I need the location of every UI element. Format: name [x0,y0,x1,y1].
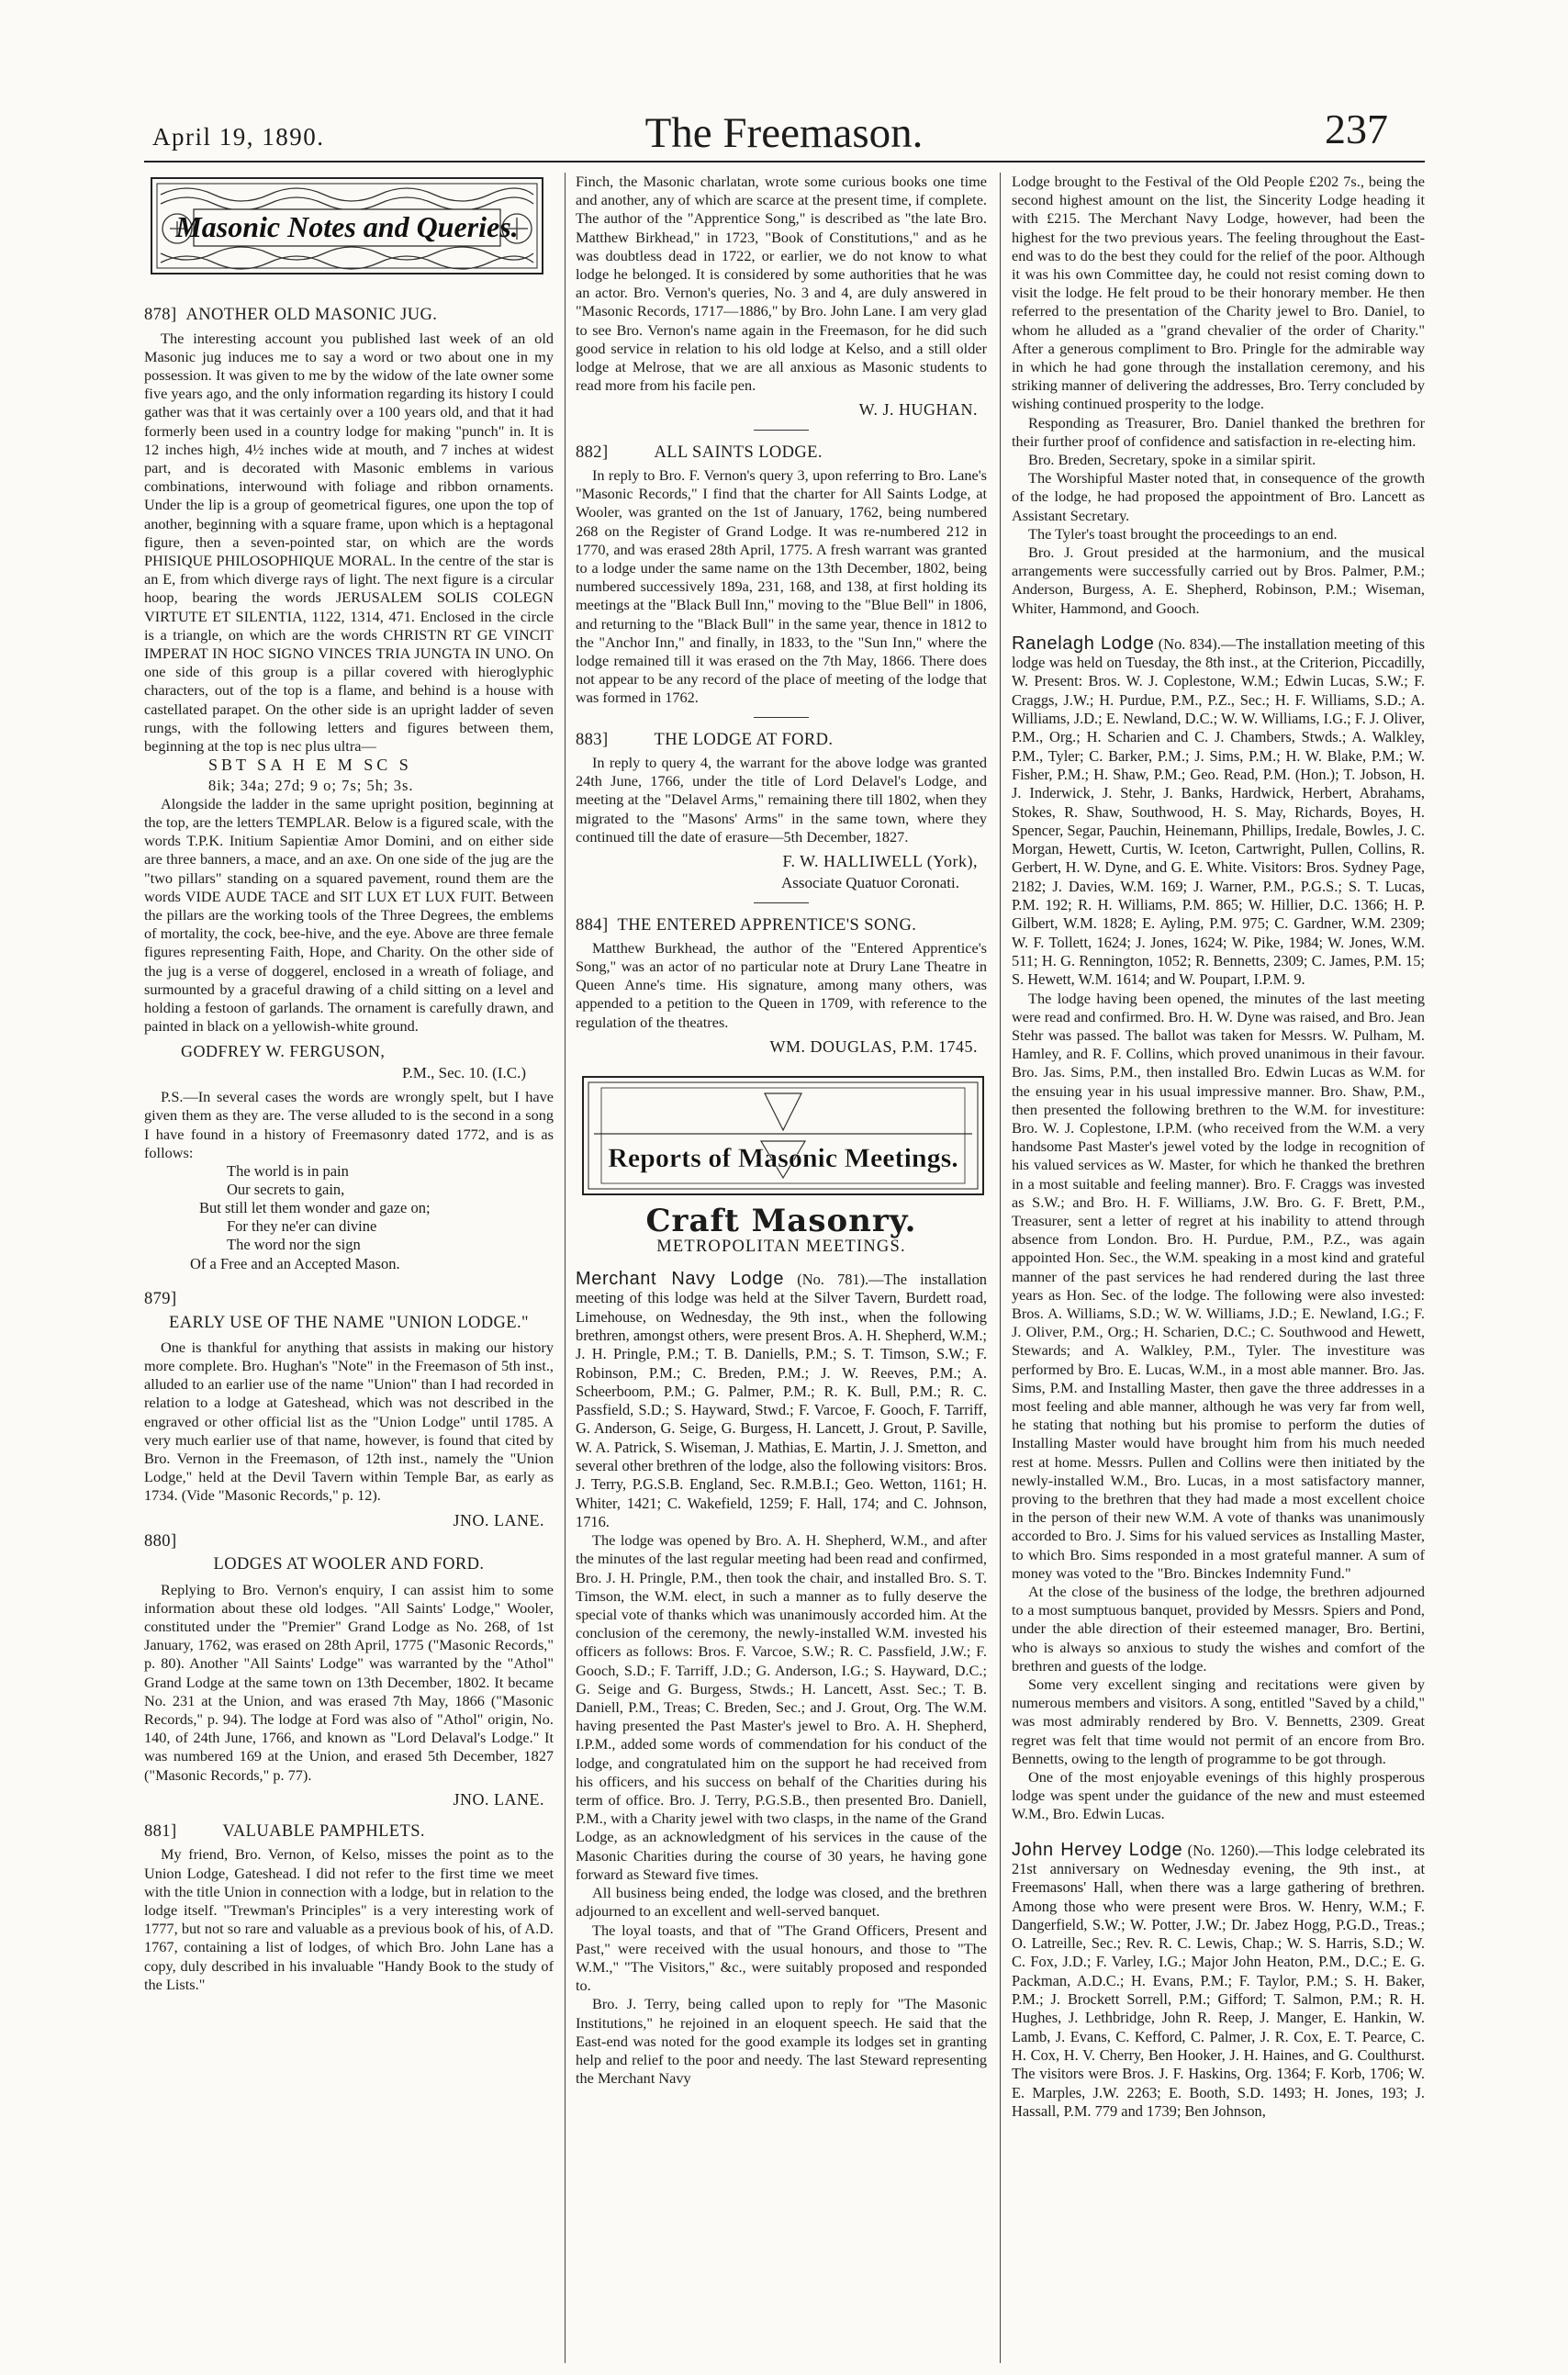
signature: W. J. HUGHAN. [858,400,978,420]
signature: JNO. LANE. [453,1510,544,1529]
lodge-name: Merchant Navy Lodge [576,1269,785,1290]
column-1 [144,173,554,1994]
article-paragraph: The interesting account you published last week of an old Masonic jug induces me to say a word or two about one in my possession. It was given to me by the widow of the late owner some five years ago, and the only information regarding its history I could gather was that it was certainly over a 100 years old, and that it had formerly been used in a country lodge for making "punch" in. It is 12 inches high, 4½ inches wide at mouth, and 7 inches at widest part, and is decorated with Masonic emblems in various combinations, interwound with foliage and ribbon ornaments. Under the lip is a group of geometrical figures, one upon the top of another, beginning with a square frame, upon which is a heptagonal figure, then a seven-pointed star, on which are the words PHISIQUE PHILOSOPHIQUE MORAL. In the centre of the star is an E, from which diverge rays of light. The next figure is a circular hoop, bearing the words JERUSALEM SOLIS COLEGN VIRTUTE ET SILENTIA, 1122, 1314, 471. Enclosed in the circle is a triangle, on which are the words CHRISTN RT GE VINCIT IMPERAT IN HOC SIGNO VINCES TRIA JUNGTA IN UNO. On one side of this group is a pillar covered with hieroglyphic characters, out of the top is a flame, and behind is a house with castellated parapet. On the other side is an upright ladder of seven rungs, with the following letters and figures between them, beginning at the top is nec plus ultra— [144,329,554,756]
notes-queries-banner-text: Masonic Notes and Queries. [175,210,519,243]
query-heading: 881] VALUABLE PAMPHLETS. [144,1822,425,1842]
page-number: 237 [1325,106,1388,152]
lodge-name: Ranelagh Lodge [1012,633,1155,654]
article-paragraph: Bro. Breden, Secretary, spoke in a similar spirit. [1028,451,1316,469]
verse-line: Our secrets to gain, [227,1180,345,1198]
article-paragraph: At the close of the business of the lodge, the brethren adjourned to a most sumptuous banquet, provided by Messrs. Spiers and Pond, under the able direction of their esteemed manager, Bro. Bertini, who is always so anxious to study the wishes and comfort of the brethren and guests of the lodge. [1012,1583,1425,1675]
article-paragraph: In reply to Bro. F. Vernon's query 3, upon referring to Bro. Lane's "Masonic Records," I find that the charter for All Saints Lodge, at Wooler, was granted on the 1st of January, 1762, being numbered 268 on the Register of Grand Lodge. It was re-numbered 212 in 1770, and was erased 28th April, 1775. A fresh warrant was granted to a lodge under the same name on the 13th December, 1802, being numbered successively 189a, 231, 168, and 138, at first holding its meetings at the "Black Bull Inn," moving to the "Blue Bell" in 1806, and returning to the "Black Bull" in the same year, thence in 1812 to the "Anchor Inn," and finally, in 1833, to the "Sun Inn," where the lodge remained till it was erased on the 7th May, 1866. There does not appear to be any record of the place of meeting of the lodge that was formed in 1762. [576,466,987,707]
column-3 [1012,173,1425,2121]
article-paragraph: Finch, the Masonic charlatan, wrote some curious books one time and another, any of which are scarce at the present time, if complete. The author of the "Apprentice Song," is described as "the late Bro. Matthew Birkhead," in 1723, "Book of Constitutions," and as he was doubtless dead in 1722, or earlier, we do not know to what lodge he belonged. It is considered by some authorities that he was an actor. Bro. Vernon's queries, No. 3 and 4, are duly answered in "Masonic Records, 1717—1886," by Bro. John Lane. I am very glad to see Bro. Vernon's name again in the Freemason, for he did such good service in relation to his old lodge at Kelso, and a still older lodge at Melrose, that we are all anxious as Masonic students to read more from his facile pen. [576,173,987,395]
verse-line: The word nor the sign [227,1235,361,1253]
signature: WM. DOUGLAS, P.M. 1745. [769,1036,978,1056]
article-paragraph: One is thankful for anything that assists in making our history more complete. Bro. Hughan's "Note" in the Freemason of 5th inst., alluded to an earlier use of the name "Union" than I had recorded in relation to a lodge at Gateshead, which was not described in the engraved or other official list as the "Union Lodge" until 1785. A very much earlier use of that name, however, is found that cited by Bro. Vernon in the Freemason, of 12th inst., namely the "Union Lodge," held at the Devil Tavern within Temple Bar, as early as 1734. (Vide "Masonic Records," p. 12). [144,1338,554,1505]
article-paragraph: One of the most enjoyable evenings of this highly prosperous lodge was spent under the guidance of the new and must esteemed W.M., Bro. Edwin Lucas. [1012,1768,1425,1823]
lodge-report: Ranelagh Lodge (No. 834).—The installation meeting of this lodge was held on Tuesday, the 8th inst., at the Criterion, Piccadilly, W. Present: Bros. W. J. Coplestone, W.M.; Edwin Lucas, S.W.; F. Craggs, J.W.; H. Purdue, P.M., P.Z., Sec.; H. F. Williams, S.D.; A. Williams, J.D.; E. Newland, D.C.; W. W. Williams, I.G.; F. J. Oliver, P.M., Org.; H. Scharien and C. J. Chambers, Stwds.; A. Walkley, P.M., Tyler; C. Barker, P.M.; J. Sims, P.M.; H. W. Blake, P.M.; W. Fisher, P.M.; H. Shaw, P.M.; Geo. Read, P.M. (Hon.); T. Jobson, H. J. Inderwick, J. Stehr, J. Banks, Hardwick, Herbert, Abrahams, Stokes, R. Shaw, Southwood, H. S. May, Richards, Boyes, H. Spencer, Segar, Pauchin, Heinemann, Phillips, Iredale, Bowles, J. C. Morgan, Hewett, Curtis, W. Iceton, Cartwright, Pullen, Collins, R. Gerbert, H. W. Dyne, and G. E. White. Visitors: Bros. Sydney Page, 2182; J. Davies, W.M. 169; J. Warner, P.M., P.G.S.; S. T. Lucas, P.M. 192; R. H. Williams, P.M. 865; W. Hillier, D.C. 1366; H. P. Gilbert, W.M. 1828; E. Ayling, P.M. 975; C. Gardner, W.M. 2309; W. F. Tollett, 1624; J. Jones, 1624; W. Pike, 1984; W. Jones, W.M. 511; H. G. Rennington, 1052; R. Bennetts, 2309; C. James, P.M. 15; S. Hewett, W.M. 1614; and W. Poupart, I.P.M. 9. [1012,633,1426,989]
verse-line: But still let them wonder and gaze on; [199,1198,431,1216]
reports-banner-text: Reports of Masonic Meetings. [608,1143,958,1174]
article-paragraph: The Tyler's toast brought the proceedings to an end. [1028,524,1338,543]
article-paragraph: Bro. J. Terry, being called upon to reply for "The Masonic Institutions," he rejoined in an eloquent speech. He said that the East-end was noted for the good example its lodges set in granting help and relief to the poor and needy. The last Steward representing the Merchant Navy [576,1995,987,2088]
signature: F. W. HALLIWELL (York), [782,851,978,870]
column-divider [1000,173,1001,2363]
article-paragraph: P.S.—In several cases the words are wrongly spelt, but I have given them as they are. The verse alluded to is the second in a song I have found in a history of Freemasonry dated 1772, and is as follows: [144,1088,554,1161]
reports-banner [581,1075,985,1196]
article-paragraph: The loyal toasts, and that of "The Grand Officers, Present and Past," were received with the usual honours, and those to "The W.M.," "The Visitors," &c., were suitably proposed and responded to. [576,1921,987,1995]
ladder-letters: SBT SA H E M SC S [208,756,412,775]
lodge-report: John Hervey Lodge (No. 1260).—This lodge celebrated its 21st anniversary on Wednesday evening, the 9th inst., at Freemasons' Hall, when there was a large gathering of brethren. Among those who were present were Bros. W. Henry, W.M.; F. Dangerfield, S.W.; W. Potter, J.W.; Dr. Jabez Hogg, P.G.D., Treas.; O. Latreille, Sec.; Rev. R. C. Lewis, Chap.; W. S. Harris, S.D.; W. C. Fox, J.D.; F. Varley, I.G.; Major John Heaton, P.M., D.C.; E. G. Packman, A.D.C.; H. Evans, P.M.; F. Taylor, P.M.; S. H. Baker, P.M.; J. Brockett Sorrell, P.M.; Gifford; T. Salmon, P.M.; R. H. Hughes, J. Lethbridge, John R. Reep, J. Manger, E. Hankin, W. Lamb, J. Evans, C. Kefford, C. Palmer, J. R. Cox, E. T. Pearce, C. H. Cox, H. V. Cherry, Ben Hooker, J. H. Haines, and G. Coulthurst. The visitors were Bros. J. F. Haskins, Org. 1364; F. Korb, 1706; W. E. Marples, J.W. 2263; E. Booth, S.D. 1493; H. Jones, 193; J. Hassall, P.M. 779 and 1739; Ben Johnson, [1012,1839,1425,2120]
lodge-report: Merchant Navy Lodge (No. 781).—The installation meeting of this lodge was held at the Silver Tavern, Burdett road, Limehouse, on Wednesday, the 9th inst., when the following brethren, amongst others, were present Bros. A. H. Shepherd, W.M.; J. H. Pringle, P.M.; T. B. Daniells, P.M.; S. T. Timson, S.W.; F. Robinson, P.M.; C. Breden, P.M.; J. W. Reeves, P.M.; A. Scheerboom, P.M.; G. Palmer, P.M.; R. K. Bull, P.M.; R. C. Passfield, S.D.; S. Hayward, Stwd.; F. Varcoe, F. Gooch, F. Tarriff, G. Anderson, G. Seige, G. Burgess, H. Lancett, J. Grout, P. Saville, W. A. Patrick, S. Wiseman, J. Mathias, E. Martin, J. J. Smetton, and several other brethren of the lodge, also the following visitors: Bros. J. Terry, P.G.S.B. England, Sec. R.M.B.I.; Geo. Wetton, 1161; H. Whiter, 1421; C. Wakefield, 1259; F. Hall, 174; and C. Johnson, 1716. [576,1269,987,1530]
query-heading: 884] THE ENTERED APPRENTICE'S SONG. [576,915,917,935]
column-divider [565,173,566,2363]
article-paragraph: Bro. J. Grout presided at the harmonium, and the musical arrangements were successfully carried out by Bros. Palmer, P.M.; Anderson, Burgess, A. E. Shepherd, Robinson, P.M.; Wiseman, Whiter, Hammond, and Gooch. [1012,543,1425,617]
verse-line: The world is in pain [227,1161,349,1180]
verse-line: For they ne'er can divine [227,1216,377,1235]
notes-queries-banner [150,176,544,275]
query-heading: 883] THE LODGE AT FORD. [576,730,834,749]
article-paragraph: Some very excellent singing and recitations were given by numerous members and visitors. A song, entitled "Saved by a child," was most admirably rendered by Bro. V. Bennetts, 2309. Great regret was felt that time would not permit of an encore from Bro. Bennetts, owing to the length of programme to be got through. [1012,1675,1425,1767]
article-paragraph: Lodge brought to the Festival of the Old People £202 7s., being the second highest amount on the list, the Sincerity Lodge heading it with £215. The Merchant Navy Lodge, however, had been the highest for the two previous years. The feeling throughout the East-end was to do the best they could for the relief of the poor. Although it was his own Committee day, he could not resist coming down to visit the lodge. He felt proud to be their honorary member. He then referred to the presentation of the Charity jewel to Bro. Daniel, to whom he alluded as a "grand chevalier of the order of Charity." After a generous compliment to Bro. Pringle for the admirable way in which he had gone through the installation ceremony, and his striking manner of delivering the addresses, Bro. Terry concluded by wishing continued prosperity to the lodge. [1012,173,1425,413]
section-title: Craft Masonry. [645,1203,917,1240]
signature: GODFREY W. FERGUSON, [181,1041,386,1060]
article-paragraph: The Worshipful Master noted that, in consequence of the growth of the lodge, he had proposed the appointment of Bro. Lancett as Assistant Secretary. [1012,469,1425,524]
article-paragraph: The lodge having been opened, the minutes of the last meeting were read and confirmed. Bro. H. W. Dyne was raised, and Bro. Jean Stehr was passed. The ballot was taken for Messrs. W. Pulham, M. Hamley, and R. F. Collins, which proved unanimous in their favour. Bro. Jas. Sims, P.M., then installed Bro. Edwin Lucas as W.M. for the ensuing year in his usual impressive manner. Bro. Shaw, P.M., then presented the following brethren to the W.M. for investiture: Bro. W. J. Coplestone, I.P.M. (who received from the W.M. a very handsome Past Master's jewel voted by the lodge in recognition of his valued services as W. Master, for which he thanked the brethren in a most suitable and feeling manner). Bro. F. Craggs was invested as S.W.; and Bro. H. F. Williams, J.W. Bro. G. F. Brett, P.M., Treasurer, sent a letter of regret at his inability to attend through absence from London. Bro. H. Purdue, P.M., P.Z., was again appointed Hon. Sec., the W.M. speaking in a most kind and grateful manner of the past services he had rendered during the last three years as Hon. Sec. of the lodge. The following were also invested: Bros. A. Williams, S.D.; W. W. Williams, J.D.; E. Newland, I.G.; F. J. Oliver, P.M., Org.; H. Scharien, D.C.; C. Southwood and Hewett, Stewards; and A. Walkley, P.M., Tyler. The investiture was performed by Bro. E. Lucas, W.M., in a most able manner. Bro. Jas. Sims, P.M. and Installing Master, then gave the three addresses in a most feeling and able manner, although he was very far from well, he stating that nothing but his promise to perform the duties of Installing Master would have brought him from his much needed rest at home. Messrs. Pullen and Collins were then initiated by the newly-installed W.M., Bro. Lucas, in a most satisfactory manner, proving to the brethren that they had made a most excellent choice in the person of their new W.M. A vote of thanks was unanimously accorded to Bro. J. Sims for his valued services as Installing Master, to which Bro. Sims responded in a most grateful manner. A sum of money was voted to the "Bro. Binckes Indemnity Fund." [1012,989,1425,1582]
ladder-numbers: 8ik; 34a; 27d; 9 o; 7s; 5h; 3s. [208,776,414,794]
page-header [0,0,1568,161]
query-heading: EARLY USE OF THE NAME "UNION LODGE." [169,1313,529,1332]
article-paragraph: In reply to query 4, the warrant for the above lodge was granted 24th June, 1766, under the title of Lord Delavel's Lodge, and meeting at the "Delavel Arms," remaining there till 1802, when they migrated to the "Masons' Arms" in the same town, where they continued till the date of erasure—5th December, 1827. [576,753,987,846]
article-paragraph: Replying to Bro. Vernon's enquiry, I can assist him to some information about these old lodges. "All Saints' Lodge," Wooler, constituted under the "Premier" Grand Lodge as No. 268, of 1st January, 1762, was erased on 28th April, 1775 ("Masonic Records," p. 80). Another "All Saints' Lodge" was warranted by the "Athol" Grand Lodge at the same town on 13th December, 1802. It became No. 231 at the Union, and was erased 7th May, 1866 ("Masonic Records," p. 94). The lodge at Ford was also of "Athol" origin, No. 140, of 24th June, 1766, and known as "Lord Delaval's Lodge." It was numbered 169 at the Union, and erased 5th December, 1827 ("Masonic Records," p. 77). [144,1580,554,1784]
query-number: 880] [144,1531,177,1551]
masthead-title: The Freemason. [644,109,924,157]
query-number: 879] [144,1290,177,1309]
signature-title: P.M., Sec. 10. (I.C.) [401,1063,526,1081]
verse-line: Of a Free and an Accepted Mason. [190,1254,400,1272]
article-paragraph: My friend, Bro. Vernon, of Kelso, misses the point as to the Union Lodge, Gateshead. I did not refer to the first time we meet with the title Union in connection with a lodge, but in relation to the lodge itself. "Trewman's Principles" is a very interesting work of 1777, but not so rare and valuable as a previous book of his, of A.D. 1767, containing a list of lodges, of which Bro. John Lane has a copy, duly described in his invaluable "Handy Book to the study of the Lists." [144,1845,554,1993]
article-paragraph: Alongside the ladder in the same upright position, beginning at the top, are the letters TEMPLAR. Below is a figured scale, with the words T.P.K. Initium Sapientiæ Amor Domini, and on either side are three banners, a mace, and an axe. On one side of the jug are the "two pillars" standing on a squared pavement, round them are the words VIDE AUDE TACE and SIT LUX ET LUX FUIT. Between the pillars are the working tools of the Three Degrees, the emblems of mortality, the cock, bee-hive, and the eye. Above are three female figures representing Faith, Hope, and Charity. On the other side of the jug is a verse of doggerel, enclosed in a wreath of foliage, and surmounted by a graceful drawing of a child sitting on a level and holding a festoon of garlands. The ornament is carefully drawn, and painted in black on a yellowish-white ground. [144,794,554,1036]
issue-date: April 19, 1890. [152,123,325,151]
signature: JNO. LANE. [453,1789,544,1809]
divider [754,902,809,903]
column-2 [576,173,987,2088]
query-heading: 878] ANOTHER OLD MASONIC JUG. [144,306,438,325]
signature-title: Associate Quatuor Coronati. [780,874,959,892]
divider [754,717,809,718]
article-paragraph: The lodge was opened by Bro. A. H. Shepherd, W.M., and after the minutes of the last regular meeting had been read and confirmed, Bro. J. H. Pringle, P.M., then took the chair, and installed Bro. S. T. Timson, the W.M. elect, in such a manner as to fully deserve the special vote of thanks which was unanimously accorded him. At the conclusion of the ceremony, the newly-installed W.M. invested his officers as follows: Bros. F. Varcoe, S.W.; R. C. Passfield, J.W.; F. Gooch, S.D.; F. Tarriff, J.D.; G. Anderson, I.G.; S. Hayward, D.C.; G. Seige and G. Burgess, Stwds.; H. Lancett, Asst. Sec.; T. B. Daniell, P.M., Treas; C. Breden, Sec.; and J. Grout, Org. The W.M. having presented the Past Master's jewel to Bro. A. H. Shepherd, I.P.M., added some words of commendation for his conduct of the lodge, and congratulated him on the support he had received from his officers, and his success on behalf of the Charities during his term of office. Bro. J. Terry, P.G.S.B., then presented Bro. Daniell, P.M., with a Charity jewel with two clasps, in the name of the Grand Lodge, as an acknowledgment of his services in the cause of the Masonic Charities during the course of 30 years, he having gone forward as Steward five times. [576,1531,987,1883]
query-heading: 882] ALL SAINTS LODGE. [576,443,823,462]
lodge-name: John Hervey Lodge [1012,1839,1183,1860]
article-paragraph: Responding as Treasurer, Bro. Daniel thanked the brethren for their further proof of confidence and satisfaction in re-electing him. [1012,413,1425,450]
divider [754,430,809,431]
article-paragraph: All business being ended, the lodge was closed, and the brethren adjourned to an excellent and well-served banquet. [576,1884,987,1921]
article-paragraph: Matthew Burkhead, the author of the "Entered Apprentice's Song," was an actor of no particular note at Drury Lane Theatre in Queen Anne's time. His signature, among many others, was appended to a petition to the Queen in 1709, with reference to the regulation of the theatres. [576,938,987,1031]
section-subtitle: METROPOLITAN MEETINGS. [656,1237,906,1256]
query-heading: LODGES AT WOOLER AND FORD. [213,1555,485,1574]
header-rule [144,161,1425,162]
